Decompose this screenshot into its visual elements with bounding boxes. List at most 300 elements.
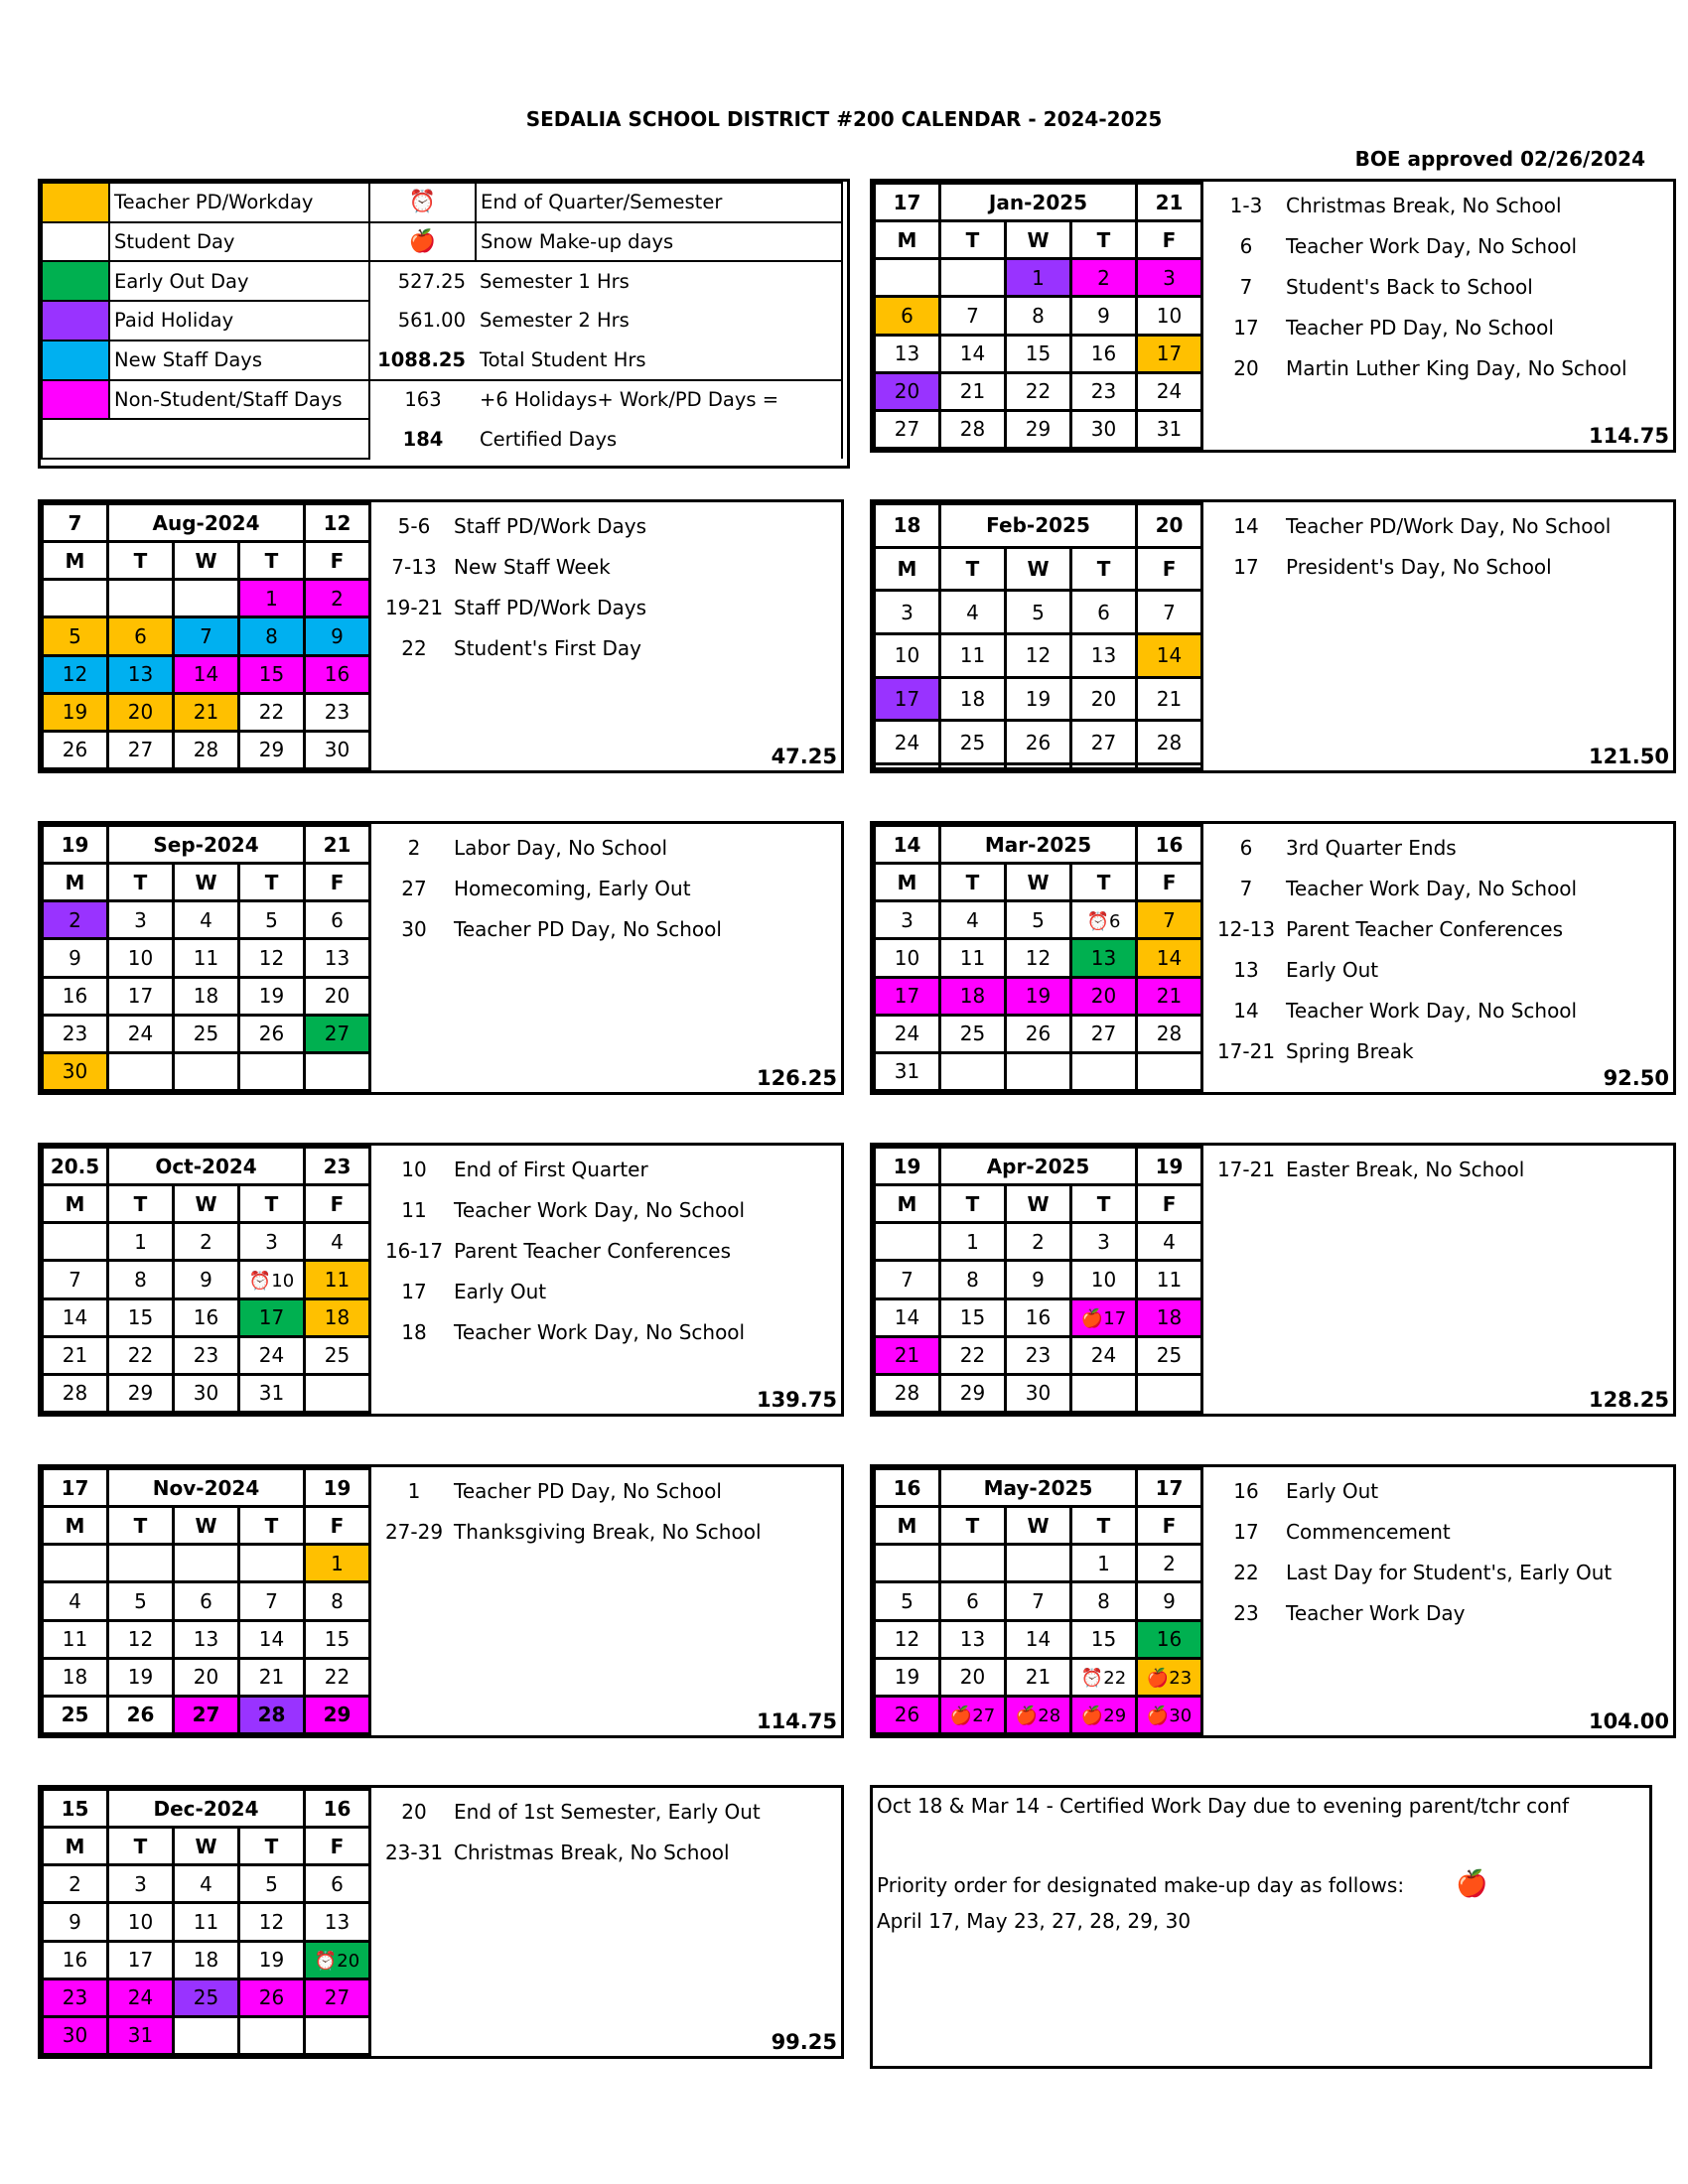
month-block-jan-2025 [870,179,1676,453]
day-cell [1137,297,1202,335]
day-number: 11 [959,643,986,668]
event-text: Staff PD/Work Days [454,514,647,538]
day-number: 22 [1025,379,1052,404]
month-events [378,506,835,669]
day-number: 18 [959,687,986,712]
legend [38,179,850,469]
day-cell [875,591,940,634]
day-number: 6 [200,1588,212,1613]
day-cell [1137,1658,1202,1696]
day-number: 24 [894,1022,920,1046]
day-number: 27 [324,1022,351,1046]
event-text: Christmas Break, No School [454,1841,730,1864]
week-row [43,1941,370,1979]
day-number: 19 [1025,687,1052,712]
weekday-header: T [108,1828,174,1865]
day-cell [43,2016,108,2054]
page-title: SEDALIA SCHOOL DISTRICT #200 CALENDAR - 2024-2025 [525,107,1163,131]
day-cell [108,1261,174,1298]
empty-day-cell [1137,1052,1202,1090]
sem1-label: Semester 1 Hrs [476,261,842,301]
weekday-header: T [239,542,305,580]
day-cell [940,1658,1006,1696]
day-number: 14 [62,1305,88,1330]
day-cell [43,939,108,977]
student-day-swatch [42,222,109,262]
day-cell [239,1336,305,1374]
day-number: 9 [331,623,344,648]
day-number: 21 [894,1343,920,1368]
day-cell [305,617,370,655]
day-cell [305,1941,370,1979]
day-cell [940,372,1006,410]
day-number: 6 [1109,910,1121,932]
empty-day-cell [305,1052,370,1090]
event-item [378,909,835,950]
week-row [43,939,370,977]
day-number: 5 [134,1588,147,1613]
week-row [43,1865,370,1903]
day-cell [1071,1298,1137,1336]
early-out-swatch [42,261,109,301]
event-date: 19-21 [384,596,444,619]
event-item [378,1272,835,1312]
day-cell [1137,1015,1202,1052]
days-163: 163 [369,380,476,420]
month-right-count: 23 [305,1148,370,1185]
day-number: 18 [324,1305,351,1330]
day-number: 1 [1097,1551,1110,1575]
day-cell [1006,1336,1071,1374]
empty-day-cell [940,764,1006,769]
day-cell [875,1658,940,1696]
day-cell [940,410,1006,448]
month-left-count: 19 [43,826,108,864]
day-number: 26 [126,1703,155,1727]
day-cell [43,1261,108,1298]
event-date: 11 [401,1198,427,1222]
empty-day-cell [239,1052,305,1090]
day-cell [1071,1015,1137,1052]
day-number: 2 [69,907,81,932]
month-events [378,1792,835,1873]
month-name: Apr-2025 [940,1148,1137,1185]
event-item [378,1312,835,1353]
day-cell [239,901,305,939]
day-number: 16 [62,984,88,1009]
note-line-3: April 17, May 23, 27, 28, 29, 30 [877,1909,1192,1933]
legend-end-quarter: End of Quarter/Semester [476,183,842,222]
day-number: 9 [200,1267,212,1292]
weekday-header: T [108,542,174,580]
event-date: 22 [401,636,427,660]
apple-icon: 🍎 [369,222,476,262]
event-item [378,828,835,869]
day-cell [108,655,174,693]
day-cell [305,655,370,693]
weekday-header: F [1137,221,1202,259]
day-cell [305,1658,370,1696]
day-cell [108,1298,174,1336]
event-date: 2 [407,836,421,860]
event-item [378,588,835,628]
day-cell [940,1261,1006,1298]
day-cell [43,1979,108,2016]
event-text: Teacher PD Day, No School [1286,316,1554,340]
day-number: 12 [258,1909,285,1934]
day-cell [108,901,174,939]
event-item [1210,267,1667,308]
week-row [875,335,1202,372]
weekday-header: T [1071,221,1137,259]
weekday-header: T [239,1185,305,1223]
weekday-header: T [239,1828,305,1865]
day-cell [108,1941,174,1979]
day-number: 12 [258,945,285,970]
day-number: 10 [1156,303,1183,328]
day-number: 4 [200,1871,212,1896]
day-cell [1071,1336,1137,1374]
day-cell [875,410,940,448]
legend-paid-holiday: Paid Holiday [109,301,369,341]
event-item [1210,226,1667,267]
day-cell [1006,677,1071,721]
day-number: 23 [1169,1668,1193,1690]
day-number: 10 [894,945,920,970]
day-cell [1006,1658,1071,1696]
legend-snow-makeup: Snow Make-up days [476,222,842,262]
day-cell [940,1696,1006,1733]
day-cell [1137,1223,1202,1261]
day-cell [239,1582,305,1620]
weekday-header: F [1137,864,1202,901]
day-cell [1006,335,1071,372]
day-cell [940,1620,1006,1658]
day-cell [305,901,370,939]
week-row [875,721,1202,764]
day-cell [1137,901,1202,939]
day-cell [108,731,174,768]
day-number: 7 [200,623,212,648]
week-row [43,655,370,693]
day-cell [239,1015,305,1052]
day-number: 13 [1090,643,1117,668]
day-number: 19 [258,1948,285,1973]
day-cell [43,1941,108,1979]
day-number: 25 [324,1343,351,1368]
day-number: 12 [1025,643,1052,668]
day-number: 15 [324,1627,351,1652]
weekday-header: W [1006,221,1071,259]
month-block-dec-2024 [38,1785,844,2059]
week-row [43,1903,370,1941]
day-number: 14 [193,662,219,687]
event-item [1210,348,1667,389]
day-number: 8 [134,1267,147,1292]
month-left-count: 16 [875,1469,940,1507]
day-number: 14 [1156,945,1183,970]
month-calendar [873,824,1203,1092]
day-cell [875,1696,940,1733]
day-number: 30 [1090,417,1117,442]
day-number: 28 [1156,730,1183,754]
weekday-header: F [1137,1185,1202,1223]
day-cell [239,1658,305,1696]
week-row [875,1582,1202,1620]
day-number: 14 [1156,643,1183,668]
event-item [378,628,835,669]
day-number: 6 [1097,600,1110,624]
day-cell [1006,410,1071,448]
day-cell [305,1298,370,1336]
event-text: Homecoming, Early Out [454,877,691,900]
day-number: 19 [62,700,88,725]
day-number: 9 [1032,1267,1045,1292]
month-right-count: 19 [305,1469,370,1507]
day-number: 21 [959,379,986,404]
day-number: 12 [1025,945,1052,970]
event-date: 17 [1233,555,1259,579]
day-number: 21 [193,700,219,725]
day-number: 3 [901,600,914,624]
day-cell [1006,591,1071,634]
weekday-header: W [174,864,239,901]
day-cell [875,939,940,977]
event-text: Teacher Work Day [1286,1601,1466,1625]
day-number: 7 [1163,907,1176,932]
day-number: 31 [127,2023,154,2048]
day-cell [1071,372,1137,410]
day-cell [1137,677,1202,721]
day-number: 13 [959,1627,986,1652]
day-cell [1137,591,1202,634]
day-cell [940,297,1006,335]
month-left-count: 19 [875,1148,940,1185]
day-number: 5 [1032,907,1045,932]
event-date: 6 [1239,836,1253,860]
day-number: 11 [959,945,986,970]
month-right-count: 21 [1137,184,1202,221]
day-cell [1137,939,1202,977]
day-cell [174,1903,239,1941]
empty-day-cell [174,1052,239,1090]
day-number: 22 [959,1343,986,1368]
day-number: 27 [972,1706,996,1727]
day-number: 18 [1156,1305,1183,1330]
day-number: 2 [1163,1551,1176,1575]
day-cell [940,977,1006,1015]
day-cell [239,1941,305,1979]
clock-icon: ⏰ [369,183,476,222]
event-item [1210,1150,1667,1190]
event-item [378,1190,835,1231]
week-row [875,1052,1202,1090]
week-row [875,1658,1202,1696]
empty-day-cell [940,259,1006,297]
day-number: 28 [1156,1022,1183,1046]
day-number: 31 [894,1059,920,1084]
empty-day-cell [1006,764,1071,769]
day-number: 25 [1156,1343,1183,1368]
day-cell [239,977,305,1015]
weekday-header: T [108,864,174,901]
day-cell [174,1582,239,1620]
day-number: 11 [324,1267,351,1292]
event-text: End of 1st Semester, Early Out [454,1800,761,1824]
day-number: 29 [258,738,285,762]
day-cell [43,1582,108,1620]
month-left-count: 7 [43,504,108,542]
empty-day-cell [875,259,940,297]
day-cell [43,1658,108,1696]
day-number: 29 [1025,417,1052,442]
month-hours: 121.50 [1588,745,1669,768]
week-row [43,617,370,655]
day-number: 15 [1025,341,1052,366]
empty-day-cell [1006,1052,1071,1090]
day-number: 8 [331,1588,344,1613]
event-text: Labor Day, No School [454,836,668,860]
day-number: 15 [1090,1627,1117,1652]
day-number: 26 [62,738,88,762]
day-number: 8 [966,1267,979,1292]
day-number: 20 [193,1665,219,1690]
week-row [43,1545,370,1582]
month-block-nov-2024 [38,1464,844,1738]
day-cell [174,977,239,1015]
day-number: 20 [894,379,920,404]
month-left-count: 15 [43,1790,108,1828]
day-number: 16 [62,1948,88,1973]
event-text: Parent Teacher Conferences [1286,917,1564,941]
day-number: 23 [324,700,351,725]
day-cell [174,1015,239,1052]
day-number: 13 [324,1909,351,1934]
event-date: 14 [1233,999,1259,1023]
day-cell [239,693,305,731]
event-date: 7-13 [391,555,437,579]
day-cell [239,1696,305,1733]
day-cell [305,693,370,731]
week-row [43,1052,370,1090]
day-number: 7 [69,1267,81,1292]
week-row [875,372,1202,410]
week-row [43,2016,370,2054]
week-row [875,297,1202,335]
empty-day-cell [239,1545,305,1582]
empty-day-cell [875,1545,940,1582]
event-text: End of First Quarter [454,1158,648,1181]
day-cell [875,1015,940,1052]
day-cell [43,731,108,768]
days-184: 184 [369,419,476,459]
day-number: 13 [193,1627,219,1652]
empty-day-cell [1137,764,1202,769]
clock-icon: ⏰ [248,1270,272,1292]
weekday-header: F [305,1185,370,1223]
day-number: 27 [1090,730,1117,754]
empty-day-cell [1071,764,1137,769]
month-events [378,1471,835,1553]
day-cell [108,1979,174,2016]
day-cell [1006,1582,1071,1620]
day-cell [940,335,1006,372]
month-right-count: 16 [1137,826,1202,864]
day-number: 23 [1025,1343,1052,1368]
day-cell [43,977,108,1015]
legend-new-staff: New Staff Days [109,341,369,380]
week-row [43,1261,370,1298]
event-item [1210,1471,1667,1512]
empty-day-cell [1071,1374,1137,1412]
week-row [875,1336,1202,1374]
month-block-aug-2024 [38,499,844,773]
week-row [875,1261,1202,1298]
day-number: 3 [901,907,914,932]
day-cell [108,693,174,731]
day-number: 30 [324,738,351,762]
day-number: 8 [1032,303,1045,328]
month-name: Oct-2024 [108,1148,305,1185]
event-text: Early Out [454,1280,547,1303]
day-cell [239,655,305,693]
month-calendar [41,1788,371,2056]
day-number: 17 [894,984,920,1009]
day-number: 27 [192,1703,220,1727]
legend-blank [42,419,369,459]
day-cell [305,1261,370,1298]
day-cell [174,1979,239,2016]
non-student-swatch [42,380,109,420]
day-number: 23 [62,1985,88,2010]
event-item [1210,1031,1667,1072]
day-cell [940,1223,1006,1261]
month-name: May-2025 [940,1469,1137,1507]
day-number: 16 [1025,1305,1052,1330]
empty-day-cell [174,1545,239,1582]
empty-day-cell [940,1545,1006,1582]
day-cell [239,939,305,977]
day-cell [305,580,370,617]
empty-day-cell [305,2016,370,2054]
empty-day-cell [305,1374,370,1412]
day-cell [1071,634,1137,678]
day-cell [174,1298,239,1336]
day-cell [875,1261,940,1298]
week-row [43,1015,370,1052]
week-row [875,591,1202,634]
day-cell [1137,721,1202,764]
event-text: Thanksgiving Break, No School [454,1520,762,1544]
day-cell [940,677,1006,721]
day-cell [174,1374,239,1412]
day-cell [1071,591,1137,634]
day-cell [875,1052,940,1090]
day-cell [43,1903,108,1941]
days-184-label: Certified Days [476,419,842,459]
sem2-hrs: 561.00 [369,301,476,341]
event-date: 7 [1239,877,1253,900]
day-cell [239,1298,305,1336]
weekday-header: F [1137,547,1202,591]
month-left-count: 18 [875,504,940,548]
event-date: 27 [401,877,427,900]
day-cell [43,1015,108,1052]
days-163-label: +6 Holidays+ Work/PD Days = [476,380,842,420]
day-number: 6 [331,1871,344,1896]
week-row [43,580,370,617]
month-name: Feb-2025 [940,504,1137,548]
